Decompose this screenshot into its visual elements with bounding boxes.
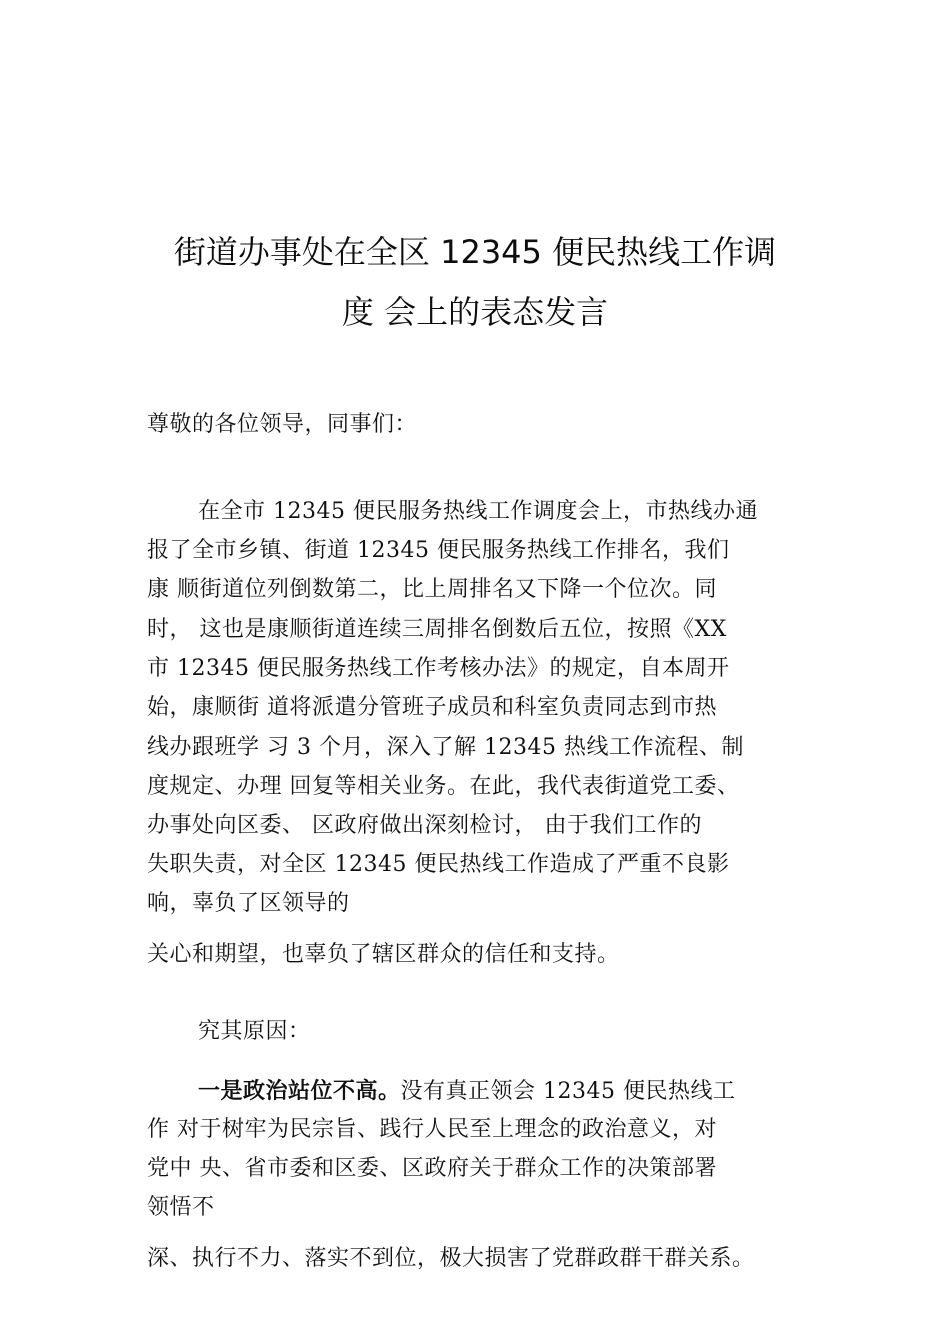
paragraph-line: 始，康顺街 道将派遣分管班子成员和科室负责同志到市热 [147,695,717,720]
paragraph-line: 市 12345 便民服务热线工作考核办法》的规定，自本周开 [147,656,730,681]
paragraph-line: 深、执行不力、落实不到位，极大损害了党群政群干群关系。 [147,1246,755,1271]
salutation: 尊敬的各位领导，同事们： [147,412,418,437]
point1-first-line-text: 没有真正领会 12345 便民热线工 [400,1079,736,1104]
paragraph-line: 度规定、办理 回复等相关业务。在此，我代表街道党工委、 [147,774,740,799]
paragraph-line: 办事处向区委、 区政府做出深刻检讨， 由于我们工作的 [147,813,702,838]
paragraph-line: 线办跟班学 习 3 个月，深入了解 12345 热线工作流程、制 [147,735,744,760]
paragraph-line: 党中 央、省市委和区委、区政府关于群众工作的决策部署 [147,1156,717,1181]
paragraph-line: 失职失责，对全区 12345 便民热线工作造成了严重不良影 [147,852,730,877]
point1-heading: 一是政治站位不高。 [198,1078,401,1104]
paragraph-line: 响，辜负了区领导的 [147,891,350,916]
title-line-1: 街道办事处在全区 12345 便民热线工作调 [173,233,777,271]
paragraph-line: 报了全市乡镇、街道 12345 便民服务热线工作排名，我们 [147,538,730,563]
paragraph-line: 时， 这也是康顺街道连续三周排名倒数后五位，按照《XX [147,617,727,642]
point1-first-line [198,1076,736,1107]
paragraph-line: 关心和期望，也辜负了辖区群众的信任和支持。 [147,942,620,967]
paragraph-line: 领悟不 [147,1195,215,1220]
title-line-2: 度 会上的表态发言 [341,293,609,331]
paragraph-line: 在全市 12345 便民服务热线工作调度会上，市热线办通 [198,499,758,524]
paragraph-line: 康 顺街道位列倒数第二，比上周排名又下降一个位次。同 [147,577,717,602]
paragraph-line: 作 对于树牢为民宗旨、践行人民至上理念的政治意义，对 [147,1117,717,1142]
reason-intro: 究其原因： [198,1019,311,1044]
document-title [100,222,850,342]
